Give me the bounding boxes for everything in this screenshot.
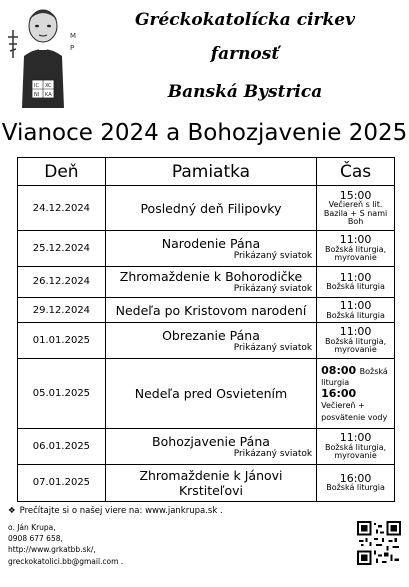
row-date: 26.12.2024: [18, 266, 106, 297]
svg-text:XC: XC: [45, 83, 52, 89]
svg-text:NI: NI: [34, 92, 40, 98]
row-time-cell: [317, 464, 395, 501]
feast-name: Zhromaždenie k Jánovi Krstiteľovi: [139, 467, 283, 498]
column-header-feast: Pamiatka: [105, 158, 316, 186]
time-description: Božská liturgia: [326, 483, 385, 493]
time-description: Božská liturgia, myrovanie: [324, 442, 387, 461]
row-time-cell: [317, 186, 395, 231]
time-description: Božská liturgia: [326, 310, 385, 320]
feast-name: Narodenie Pána: [161, 236, 261, 252]
row-feast-cell: [105, 429, 316, 464]
time-value: 16:00: [339, 471, 372, 485]
row-date: 07.01.2025: [18, 464, 106, 501]
row-time-cell: [317, 323, 395, 358]
time-value: 11:00: [339, 299, 372, 313]
row-date: 06.01.2025: [18, 429, 106, 464]
time-line: [317, 388, 394, 423]
svg-text:M: M: [70, 32, 77, 40]
time-value: 16:00: [321, 386, 357, 400]
row-feast-cell: [105, 186, 316, 231]
portrait-image: [4, 4, 82, 108]
contact-line: http://www.grkatbb.sk/,: [8, 545, 96, 555]
time-value: 15:00: [339, 188, 372, 202]
table-row: [18, 186, 395, 231]
row-feast-cell: [105, 231, 316, 266]
table-header-row: [18, 158, 395, 186]
header-title-line-1: Gréckokatolícka cirkev: [135, 10, 355, 30]
feast-note: Prikázaný sviatok: [233, 448, 313, 459]
schedule-rows: [18, 186, 395, 502]
row-date: 05.01.2025: [18, 358, 106, 429]
row-feast-cell: [105, 358, 316, 429]
table-row: [18, 323, 395, 358]
footer-note-text: Prečítajte si o našej viere na: www.jankrupa.sk .: [19, 506, 223, 516]
table-row: [18, 429, 395, 464]
header-title-line-3: Banská Bystrica: [167, 82, 323, 102]
feast-note: Prikázaný sviatok: [233, 342, 313, 353]
table-row: [18, 231, 395, 266]
time-value: 11:00: [339, 270, 372, 284]
feast-note: Prikázaný sviatok: [233, 284, 313, 295]
time-description: Božská liturgia, myrovanie: [324, 244, 387, 263]
row-feast-cell: [105, 323, 316, 358]
feast-name: Bohozjavenie Pána: [152, 433, 270, 449]
time-value: 11:00: [339, 431, 372, 445]
row-date: 29.12.2024: [18, 298, 106, 323]
svg-text:P: P: [70, 44, 75, 52]
table-row: [18, 266, 395, 297]
row-feast-cell: [105, 298, 316, 323]
column-header-date: Deň: [18, 158, 106, 186]
row-time-cell: [317, 266, 395, 297]
feast-name: Nedeľa po Kristovom narodení: [115, 302, 307, 318]
time-description: Božská liturgia: [326, 282, 385, 292]
feast-name: Nedeľa pred Osvietením: [134, 385, 288, 401]
row-time-cell: [317, 298, 395, 323]
time-description: Večiereň s lit. Bazila + S nami Boh: [323, 200, 388, 227]
time-value: 08:00: [321, 363, 357, 377]
footer-note: [8, 506, 223, 516]
time-description: Božská liturgia: [321, 366, 388, 388]
time-line: [317, 365, 394, 388]
row-time-cell: [317, 358, 395, 429]
svg-text:IC: IC: [34, 83, 39, 89]
row-date: 24.12.2024: [18, 186, 106, 231]
diamond-bullet-icon: ❖: [8, 506, 16, 516]
svg-text:KA: KA: [45, 92, 52, 98]
feast-name: Zhromaždenie k Bohorodičke: [119, 269, 303, 285]
contact-line: greckokatolici.bb@gmail.com .: [8, 556, 124, 566]
feast-note: Prikázaný sviatok: [233, 251, 313, 262]
header: [0, 0, 409, 118]
table-row: [18, 464, 395, 501]
row-time-cell: [317, 429, 395, 464]
time-description: Božská liturgia, myrovanie: [324, 336, 387, 355]
table-row: [18, 358, 395, 429]
row-feast-cell: [105, 266, 316, 297]
contact-info: [8, 522, 123, 567]
contact-line: o. Ján Krupa,: [8, 523, 56, 532]
feast-name: Obrezanie Pána: [162, 327, 260, 343]
time-value: 11:00: [339, 233, 372, 247]
header-title-line-2: farnosť: [210, 44, 280, 64]
page-title: Vianoce 2024 a Bohozjavenie 2025: [1, 120, 408, 146]
qr-code-icon: [357, 521, 401, 565]
row-date: 01.01.2025: [18, 323, 106, 358]
table-row: [18, 298, 395, 323]
row-date: 25.12.2024: [18, 231, 106, 266]
column-header-time: Čas: [317, 158, 395, 186]
feast-name: Posledný deň Filipovky: [140, 200, 282, 216]
schedule-table: [17, 157, 395, 502]
row-time-cell: [317, 231, 395, 266]
row-feast-cell: [105, 464, 316, 501]
contact-line: 0908 677 658,: [8, 534, 63, 544]
time-description: Večiereň + posvätenie vody: [321, 401, 388, 422]
time-value: 11:00: [339, 325, 372, 339]
